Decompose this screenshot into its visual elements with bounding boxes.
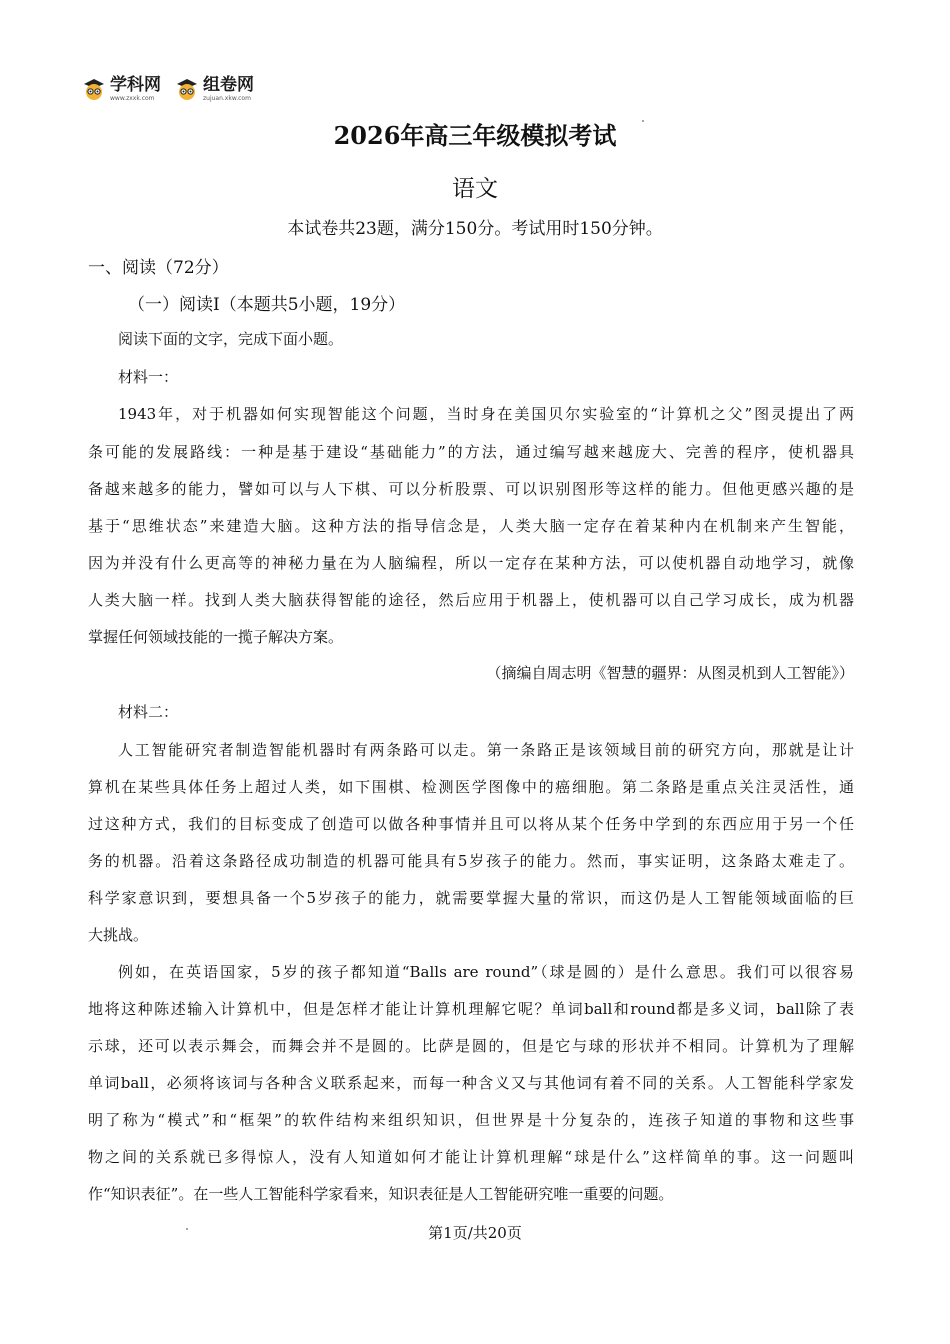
- logo-url: www.zxxk.com: [110, 94, 155, 102]
- material2-line: 地将这种陈述输入计算机中，但是怎样才能让计算机理解它呢？单词ball和round都是多义词，ball除了表: [88, 1000, 854, 1018]
- logo-bar: [82, 72, 254, 106]
- material1-line: 1943年，对于机器如何实现智能这个问题，当时身在美国贝尔实验室的“计算机之父”图灵提出了两: [118, 405, 854, 423]
- owl-mascot-icon: [175, 77, 199, 101]
- logo-name: 组卷网: [203, 74, 254, 95]
- logo-xuekewang: [82, 74, 161, 102]
- material2-line: 大挑战。: [88, 926, 149, 944]
- material2-label: 材料二：: [118, 703, 179, 721]
- logo-name: 学科网: [110, 74, 161, 95]
- material2-line: 示球，还可以表示舞会，而舞会并不是圆的。比萨是圆的，但是它与球的形状并不相同。计算机为了理解: [88, 1037, 854, 1055]
- material1-label: 材料一：: [118, 368, 179, 386]
- material2-line: 单词ball，必须将该词与各种含义联系起来，而每一种含义又与其他词有着不同的关系。人工智能科学家发: [88, 1074, 854, 1092]
- page-footer: 第1页/共20页: [428, 1224, 522, 1242]
- logo-zujuanwang: [175, 74, 254, 102]
- material1-line: 备越来越多的能力，譬如可以与人下棋、可以分析股票、可以识别图形等这样的能力。但他更感兴趣的是: [88, 480, 854, 498]
- material2-line: 人工智能研究者制造智能机器时有两条路可以走。第一条路正是该领域目前的研究方向，那就是让计: [118, 741, 854, 759]
- owl-mascot-icon: [82, 77, 106, 101]
- subsection-heading: （一）阅读I（本题共5小题，19分）: [128, 295, 406, 315]
- exam-title: 2026年高三年级模拟考试: [333, 121, 617, 150]
- material1-line: 基于“思维状态”来建造大脑。这种方法的指导信念是，人类大脑一定存在着某种内在机制来产生智能，: [88, 517, 854, 535]
- subject-title: 语文: [452, 176, 498, 202]
- material1-line: 掌握任何领域技能的一揽子解决方案。: [88, 628, 344, 646]
- material2-line: 过这种方式，我们的目标变成了创造可以做各种事情并且可以将从某个任务中学到的东西应用于另一个任: [88, 815, 854, 833]
- section-heading: 一、阅读（72分）: [88, 258, 229, 278]
- material1-line: 因为并没有什么更高等的神秘力量在为人脑编程，所以一定存在某种方法，可以使机器自动地学习，就像: [88, 554, 854, 572]
- material1-source: （摘编自周志明《智慧的疆界：从图灵机到人工智能》）: [486, 664, 854, 682]
- material1-line: 人类大脑一样。找到人类大脑获得智能的途径，然后应用于机器上，使机器可以自己学习成长，成为机器: [88, 591, 854, 609]
- material2-line: 例如，在英语国家，5岁的孩子都知道“Balls are round”（球是圆的）是什么意思。我们可以很容易: [118, 963, 854, 981]
- material2-line: 务的机器。沿着这条路径成功制造的机器可能具有5岁孩子的能力。然而，事实证明，这条路太难走了。: [88, 852, 854, 870]
- material2-line: 科学家意识到，要想具备一个5岁孩子的能力，就需要掌握大量的常识，而这仍是人工智能领域面临的巨: [88, 889, 854, 907]
- material2-line: 物之间的关系就已多得惊人，没有人知道如何才能让计算机理解“球是什么”这样简单的事。这一问题叫: [88, 1148, 854, 1166]
- logo-url: zujuan.xkw.com: [203, 94, 251, 102]
- exam-instructions: 本试卷共23题，满分150分。考试用时150分钟。: [287, 219, 663, 239]
- reading-prompt: 阅读下面的文字，完成下面小题。: [118, 330, 344, 348]
- material2-line: 明了称为“模式”和“框架”的软件结构来组织知识，但世界是十分复杂的，连孩子知道的事物和这些事: [88, 1111, 854, 1129]
- material2-line: 算机在某些具体任务上超过人类，如下围棋、检测医学图像中的癌细胞。第二条路是重点关注灵活性，通: [88, 778, 854, 796]
- material1-line: 条可能的发展路线：一种是基于建设“基础能力”的方法，通过编写越来越庞大、完善的程序，使机器具: [88, 443, 854, 461]
- material2-line: 作“知识表征”。在一些人工智能科学家看来，知识表征是人工智能研究唯一重要的问题。: [88, 1185, 674, 1203]
